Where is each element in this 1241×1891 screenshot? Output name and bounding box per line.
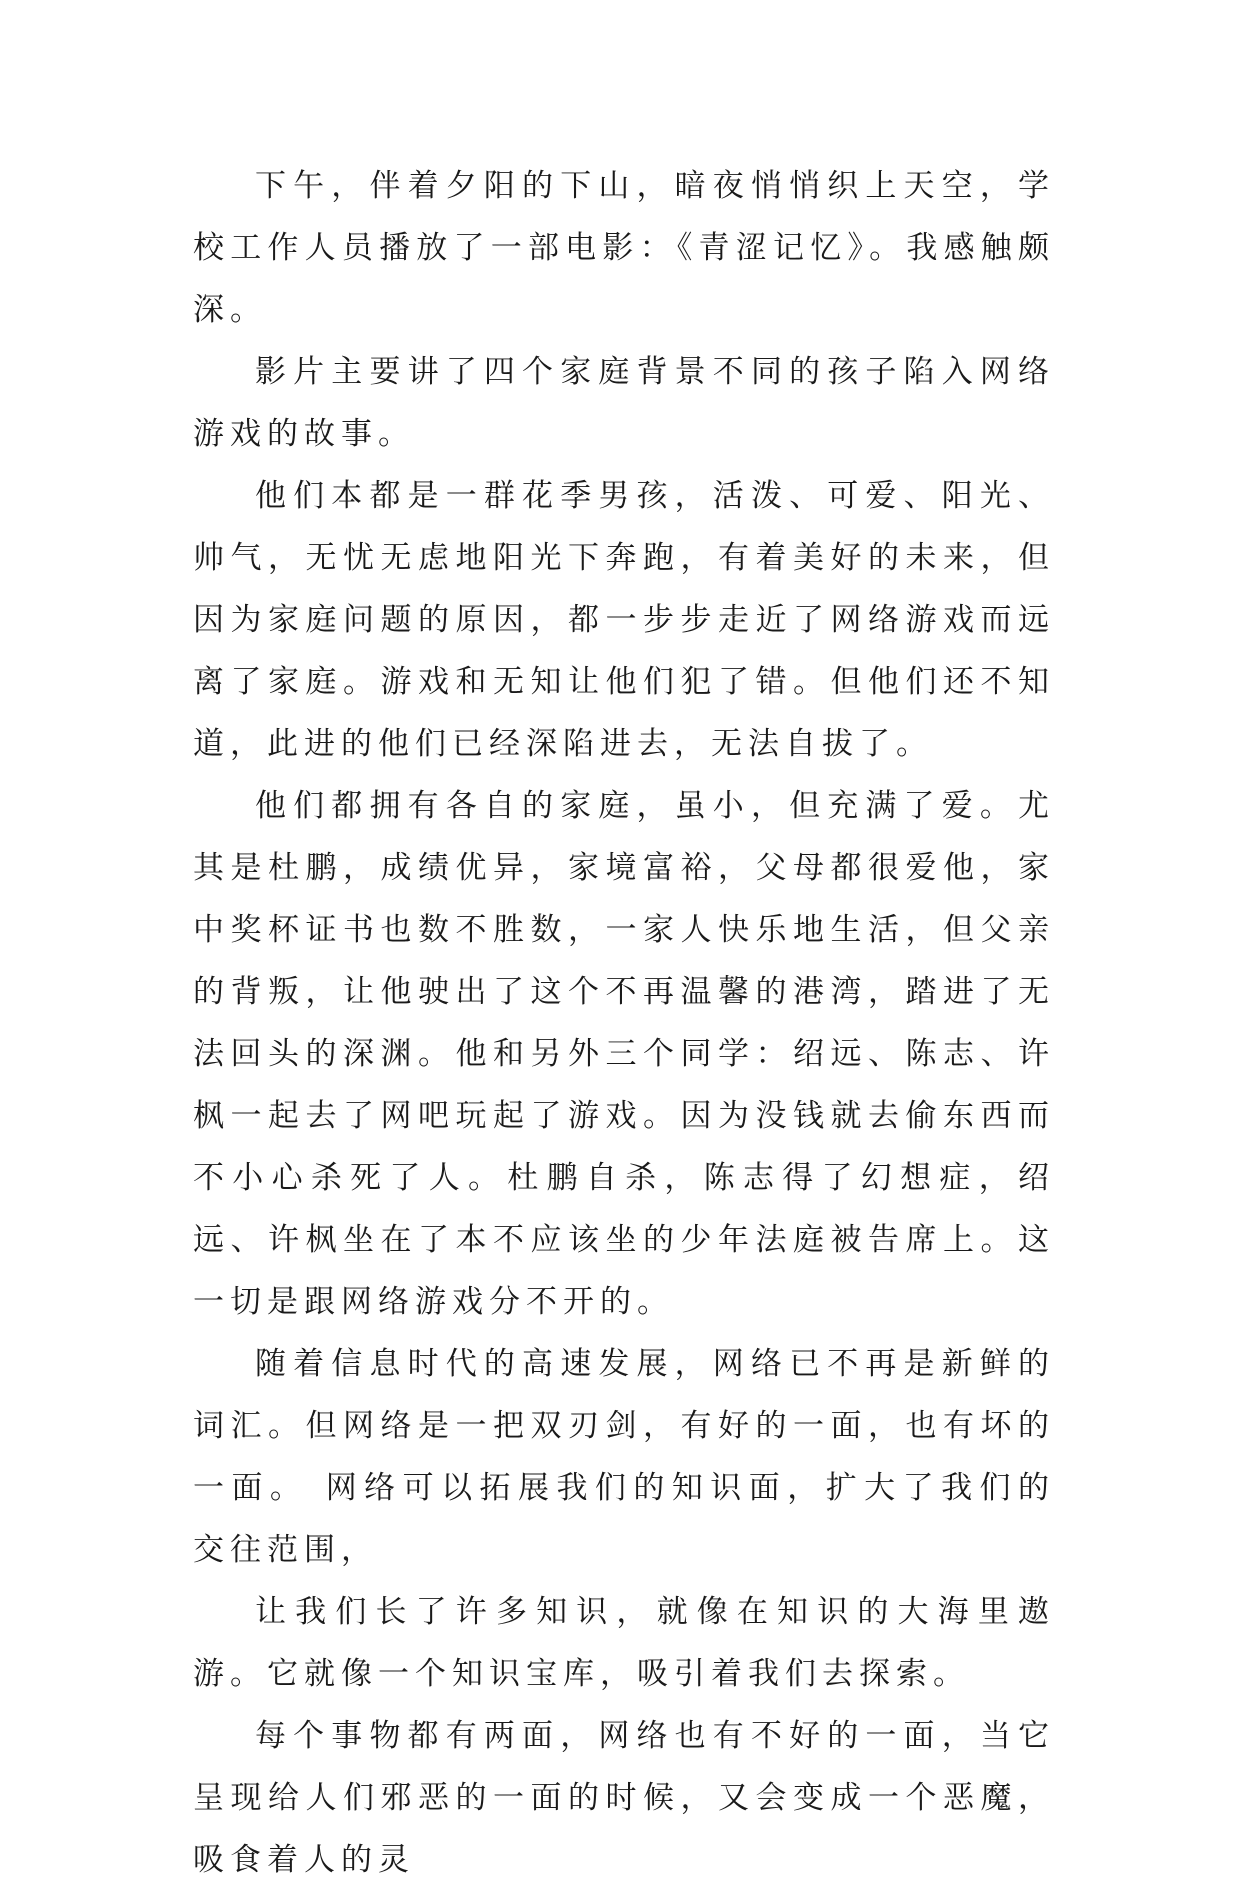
document-body xyxy=(193,155,1055,1891)
paragraph: 让我们长了许多知识，就像在知识的大海里遨游。它就像一个知识宝库，吸引着我们去探索。 xyxy=(193,1594,1055,1692)
paragraph: 下午，伴着夕阳的下山，暗夜悄悄织上天空，学校工作人员播放了一部电影：《青涩记忆》。我感触颇深。 xyxy=(193,168,1055,328)
paragraph: 随着信息时代的高速发展，网络已不再是新鲜的词汇。但网络是一把双刃剑，有好的一面，也有坏的一面。 网络可以拓展我们的知识面，扩大了我们的交往范围， xyxy=(193,1346,1055,1568)
paragraph: 他们本都是一群花季男孩，活泼、可爱、阳光、帅气，无忧无虑地阳光下奔跑，有着美好的未来，但因为家庭问题的原因，都一步步走近了网络游戏而远离了家庭。游戏和无知让他们犯了错。但他们还不知道，此进的他们已经深陷进去，无法自拔了。 xyxy=(193,478,1055,762)
paragraph: 影片主要讲了四个家庭背景不同的孩子陷入网络游戏的故事。 xyxy=(193,354,1055,452)
paragraph: 他们都拥有各自的家庭，虽小，但充满了爱。尤其是杜鹏，成绩优异，家境富裕，父母都很爱他，家中奖杯证书也数不胜数，一家人快乐地生活，但父亲的背叛，让他驶出了这个不再温馨的港湾，踏进了无法回头的深渊。他和另外三个同学：绍远、陈志、许枫一起去了网吧玩起了游戏。因为没钱就去偷东西而不小心杀死了人。杜鹏自杀，陈志得了幻想症，绍远、许枫坐在了本不应该坐的少年法庭被告席上。这一切是跟网络游戏分不开的。 xyxy=(193,788,1055,1320)
paragraph: 每个事物都有两面，网络也有不好的一面，当它呈现给人们邪恶的一面的时候，又会变成一个恶魔，吸食着人的灵 xyxy=(193,1718,1055,1878)
